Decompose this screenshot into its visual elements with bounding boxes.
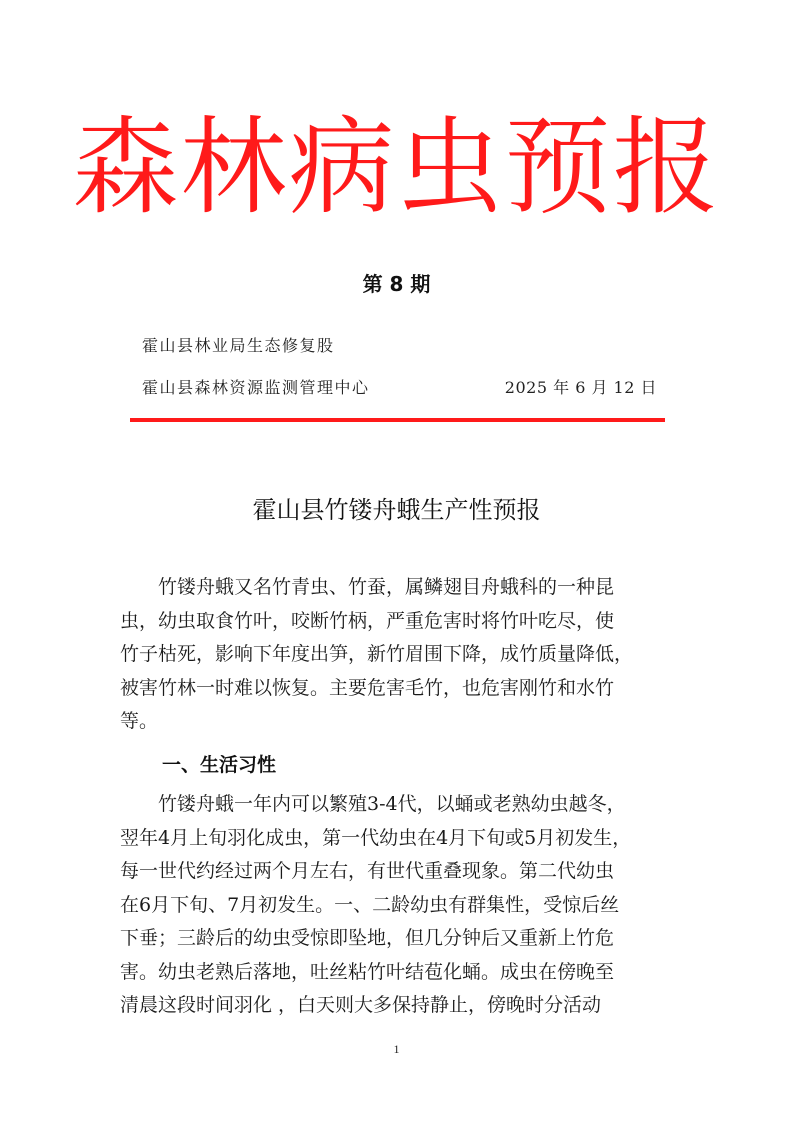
text-line: 在6月下旬、7月初发生。一、二龄幼虫有群集性，受惊后丝 bbox=[120, 893, 620, 916]
publisher-line-1: 霍山县林业局生态修复股 bbox=[142, 336, 335, 355]
text-line: 竹镂舟蛾又名竹青虫、竹蚕，属鳞翅目舟蛾科的一种昆 bbox=[120, 576, 615, 598]
text-line: 翌年4月上旬羽化成虫，第一代幼虫在4月下旬或5月初发生， bbox=[120, 826, 632, 849]
red-divider bbox=[130, 418, 665, 422]
text-line: 每一世代约经过两个月左右，有世代重叠现象。第二代幼虫 bbox=[120, 860, 615, 882]
issue-number: 第 8 期 bbox=[362, 272, 431, 296]
section-heading-life-habits: 一、生活习性 bbox=[162, 754, 277, 776]
page-number: 1 bbox=[393, 1042, 400, 1056]
text-line: 被害竹林一时难以恢复。主要危害毛竹，也危害刚竹和水竹 bbox=[120, 676, 615, 699]
text-line: 害。幼虫老熟后落地，吐丝粘竹叶结苞化蛹。成虫在傍晚至 bbox=[120, 960, 615, 983]
text-line: 清晨这段时间羽化 ，白天则大多保持静止，傍晚时分活动 bbox=[120, 994, 602, 1016]
text-line: 虫，幼虫取食竹叶，咬断竹柄，严重危害时将竹叶吃尽，使 bbox=[120, 609, 615, 632]
text-line: 竹子枯死，影响下年度出笋，新竹眉围下降，成竹质量降低， bbox=[120, 643, 634, 665]
publisher-line-2: 霍山县森林资源监测管理中心 bbox=[142, 378, 370, 397]
text-line: 等。 bbox=[120, 710, 159, 732]
intro-paragraph bbox=[120, 571, 673, 739]
masthead-title: 森林病虫预报 bbox=[72, 106, 721, 229]
publish-date: 2025 年 6 月 12 日 bbox=[504, 378, 657, 397]
article-title: 霍山县竹镂舟蛾生产性预报 bbox=[252, 496, 541, 524]
life-habits-paragraph bbox=[120, 788, 673, 1023]
text-line: 下垂；三龄后的幼虫受惊即坠地，但几分钟后又重新上竹危 bbox=[120, 927, 615, 949]
text-line: 竹镂舟蛾一年内可以繁殖3-4代，以蛹或老熟幼虫越冬， bbox=[120, 793, 626, 815]
